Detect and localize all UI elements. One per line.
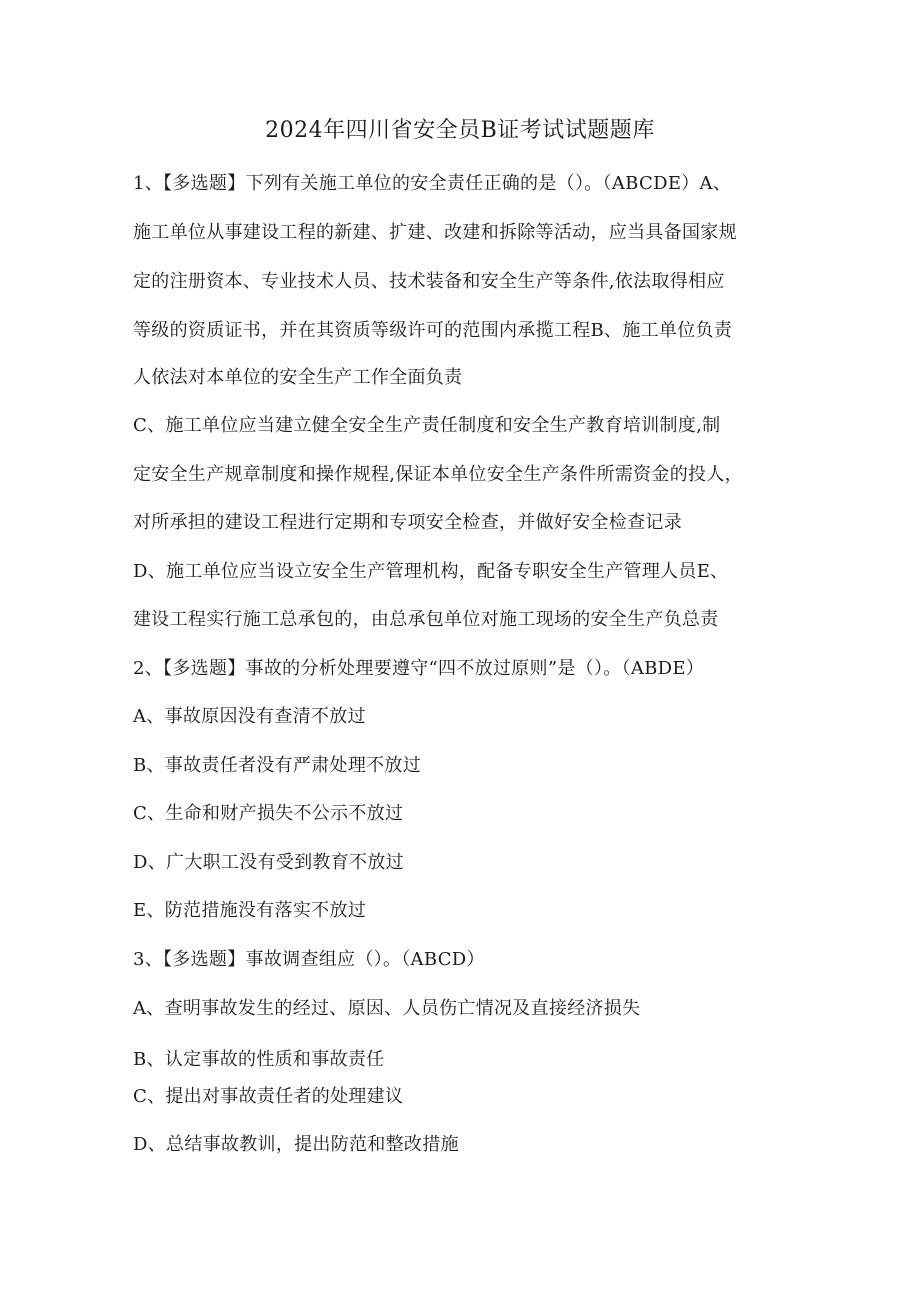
q1-option-a-line-2: 定的注册资本、专业技术人员、技术装备和安全生产等条件,依法取得相应 [133, 271, 725, 292]
q1-option-d-line: D、施工单位应当设立安全生产管理机构，配备专职安全生产管理人员E、 [133, 561, 729, 582]
q2-option-d: D、广大职工没有受到教育不放过 [133, 852, 404, 873]
q3-option-c: C、提出对事故责任者的处理建议 [133, 1086, 404, 1107]
q2-option-b: B、事故责任者没有严肃处理不放过 [133, 755, 422, 776]
q3-option-d: D、总结事故教训，提出防范和整改措施 [133, 1134, 459, 1155]
q3-option-b: B、认定事故的性质和事故责任 [133, 1049, 385, 1070]
document-title: 2024年四川省安全员B证考试试题题库 [265, 118, 655, 143]
q1-option-e-line: 建设工程实行施工总承包的，由总承包单位对施工现场的安全生产负总责 [133, 609, 719, 630]
q1-option-c-line-2: 定安全生产规章制度和操作规程,保证本单位安全生产条件所需资金的投人， [133, 464, 743, 485]
q2-stem-line: 2、【多选题】事故的分析处理要遵守“四不放过原则”是（）。（ABDE） [133, 658, 705, 679]
q1-option-a-line-1: 施工单位从事建设工程的新建、扩建、改建和拆除等活动，应当具备国家规 [133, 222, 737, 243]
q3-stem-line: 3、【多选题】事故调查组应（）。（ABCD） [133, 949, 485, 970]
q3-option-a: A、查明事故发生的经过、原因、人员伤亡情况及直接经济损失 [133, 998, 641, 1019]
q1-option-b-line: 等级的资质证书，并在其资质等级许可的范围内承揽工程B、施工单位负责 [133, 320, 733, 341]
q2-option-a: A、事故原因没有查清不放过 [133, 706, 366, 727]
q2-option-c: C、生命和财产损失不公示不放过 [133, 803, 404, 824]
q1-option-b-line-2: 人依法对本单位的安全生产工作全面负责 [133, 367, 463, 388]
q1-option-c-line-3: 对所承担的建设工程进行定期和专项安全检查，并做好安全检查记录 [133, 512, 682, 533]
q1-option-c-line-1: C、施工单位应当建立健全安全生产责任制度和安全生产教育培训制度,制 [133, 415, 721, 436]
q2-option-e: E、防范措施没有落实不放过 [133, 900, 367, 921]
q1-stem-line-1: 1、【多选题】下列有关施工单位的安全责任正确的是（）。（ABCDE）A、 [133, 173, 732, 194]
